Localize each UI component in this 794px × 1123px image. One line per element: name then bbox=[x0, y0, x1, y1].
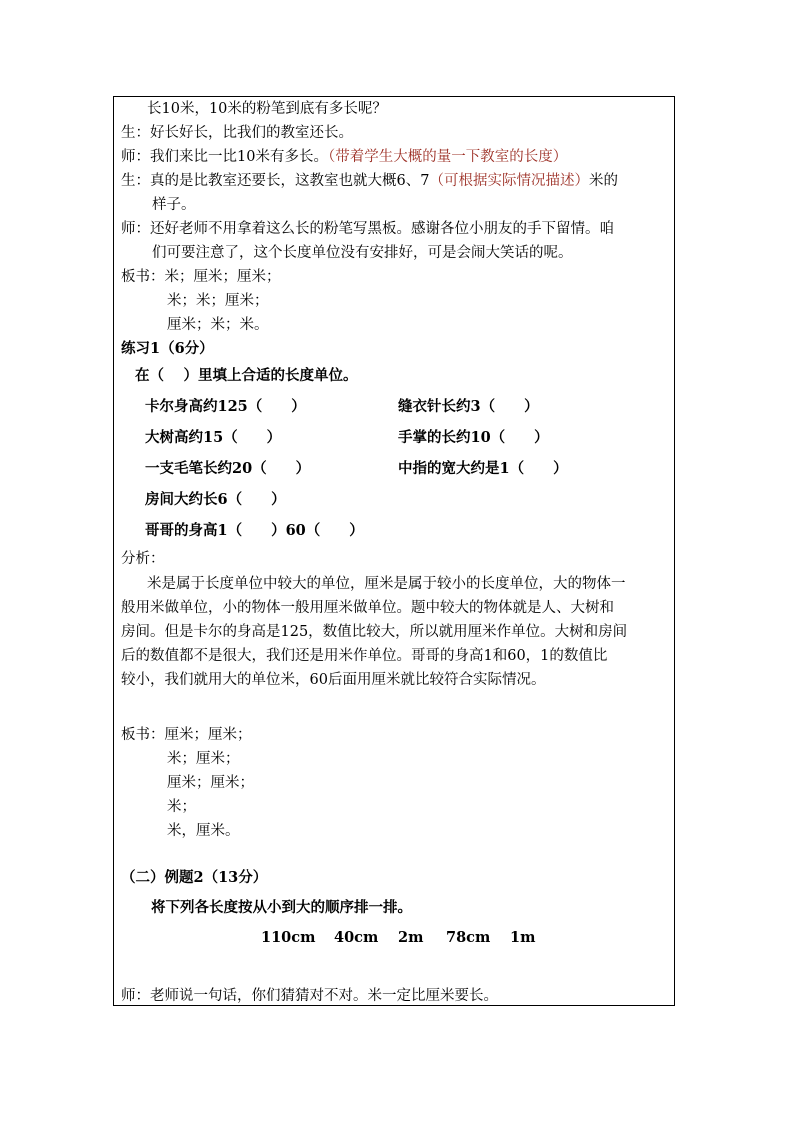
analysis-line: 较小，我们就用大的单位米，60后面用厘米就比较符合实际情况。 bbox=[121, 672, 546, 688]
board-notes-line: 厘米；厘米； bbox=[167, 775, 254, 791]
length-value: 110cm bbox=[261, 929, 316, 946]
dialogue-line: 师：还好老师不用拿着这么长的粉笔写黑板。感谢各位小朋友的手下留情。咱 bbox=[121, 221, 614, 237]
exercise-item: 房间大约长6（ ） bbox=[145, 491, 286, 508]
dialogue-text: 生：真的是比教室还要长，这教室也就大概6、7 bbox=[121, 173, 430, 189]
board-notes-line: 米；厘米； bbox=[167, 751, 240, 767]
exercise-item: 缝衣针长约3（ ） bbox=[398, 398, 539, 415]
dialogue-line: 们可要注意了，这个长度单位没有安排好，可是会闹大笑话的呢。 bbox=[152, 245, 573, 261]
teaching-note: （带着学生大概的量一下教室的长度） bbox=[327, 149, 568, 165]
dialogue-text: 米的 bbox=[588, 173, 618, 189]
closing-line: 师：老师说一句话，你们猜猜对不对。米一定比厘米要长。 bbox=[121, 988, 498, 1004]
length-value: 1m bbox=[510, 929, 536, 946]
teaching-note: （可根据实际情况描述） bbox=[429, 173, 589, 189]
dialogue-line: 样子。 bbox=[152, 197, 196, 213]
board-notes-line: 板书：米；厘米；厘米； bbox=[121, 269, 281, 285]
dialogue-line bbox=[121, 171, 618, 191]
exercise-title: 练习1（6分） bbox=[121, 340, 214, 357]
analysis-line: 房间。但是卡尔的身高是125，数值比较大，所以就用厘米作单位。大树和房间 bbox=[121, 624, 628, 640]
example-instruction: 将下列各长度按从小到大的顺序排一排。 bbox=[151, 899, 412, 916]
analysis-line: 米是属于长度单位中较大的单位，厘米是属于较小的长度单位，大的物体一 bbox=[147, 576, 626, 592]
exercise-item: 卡尔身高约125（ ） bbox=[145, 398, 306, 415]
dialogue-line: 生：好长好长，比我们的教室还长。 bbox=[121, 125, 353, 141]
length-value: 40cm bbox=[334, 929, 379, 946]
exercise-item: 大树高约15（ ） bbox=[145, 429, 282, 446]
dialogue-text: 师：我们来比一比10米有多长。 bbox=[121, 149, 328, 165]
analysis-line: 后的数值都不是很大，我们还是用米作单位。哥哥的身高1和60，1的数值比 bbox=[121, 648, 608, 664]
analysis-line: 般用米做单位，小的物体一般用厘米做单位。题中较大的物体就是人、大树和 bbox=[121, 600, 614, 616]
dialogue-line bbox=[121, 147, 567, 167]
example-title: （二）例题2（13分） bbox=[121, 869, 268, 886]
exercise-item: 中指的宽大约是1（ ） bbox=[398, 460, 568, 477]
dialogue-line: 长10米，10米的粉笔到底有多长呢？ bbox=[147, 101, 387, 117]
exercise-item: 手掌的长约10（ ） bbox=[398, 429, 549, 446]
board-notes-line: 米，厘米。 bbox=[167, 823, 240, 839]
board-notes-line: 厘米；米；米。 bbox=[167, 317, 269, 333]
board-notes-line: 板书：厘米；厘米； bbox=[121, 727, 252, 743]
analysis-label: 分析： bbox=[121, 551, 165, 567]
board-notes-line: 米；米；厘米； bbox=[167, 293, 269, 309]
length-value: 78cm bbox=[446, 929, 491, 946]
length-value: 2m bbox=[398, 929, 424, 946]
exercise-instruction: 在（ ）里填上合适的长度单位。 bbox=[135, 367, 358, 384]
exercise-item: 哥哥的身高1（ ）60（ ） bbox=[145, 522, 364, 539]
exercise-item: 一支毛笔长约20（ ） bbox=[145, 460, 311, 477]
board-notes-line: 米； bbox=[167, 799, 196, 815]
